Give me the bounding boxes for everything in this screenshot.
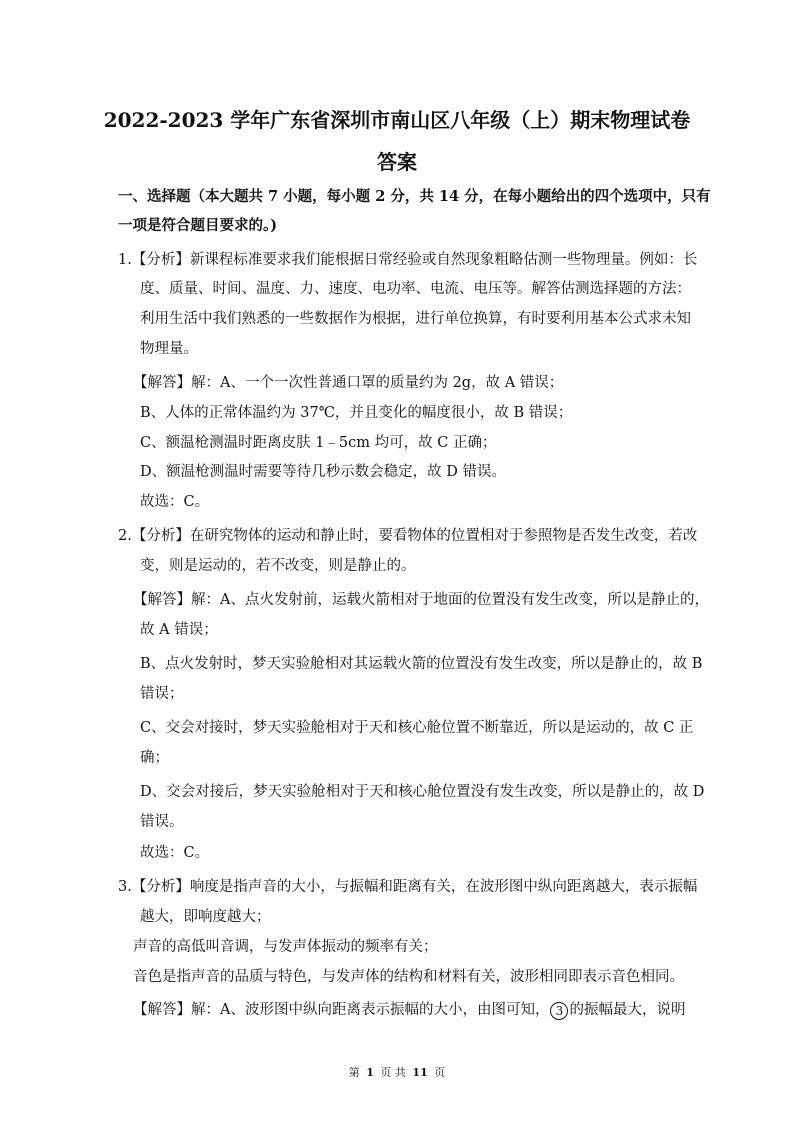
- document-title-line1: 2022-2023 学年广东省深圳市南山区八年级（上）期末物理试卷: [103, 108, 691, 132]
- q1-analysis-line2: 度、质量、时间、温度、力、速度、电功率、电流、电压等。解答估测选择题的方法：: [140, 281, 691, 297]
- section-heading-line2: 一项是符合题目要求的。): [118, 217, 278, 234]
- q3-analysis-line3: 声音的高低叫音调，与发声体振动的频率有关；: [133, 939, 438, 955]
- q1-analysis-line1: 1.【分析】新课程标准要求我们能根据日常经验或自然现象粗略估测一些物理量。例如：长: [118, 252, 698, 268]
- q1-answer-line1: 【解答】解：A、一个一次性普通口罩的质量约为 2g，故 A 错误；: [133, 375, 564, 391]
- footer-total-pages: 11: [412, 1066, 428, 1079]
- q2-answer-line6: 确；: [140, 750, 169, 766]
- q2-choice: 故选：C。: [140, 845, 210, 861]
- footer-page-number: 1: [366, 1066, 374, 1079]
- q3-analysis-line2: 越大，即响度越大；: [140, 909, 271, 925]
- q2-analysis-line1: 2.【分析】在研究物体的运动和静止时，要看物体的位置相对于参照物是否发生改变，若改: [118, 528, 698, 544]
- section-heading-line1: 一、选择题（本大题共 7 小题，每小题 2 分，共 14 分，在每小题给出的四个选项中，只有: [118, 188, 711, 205]
- q1-analysis-line4: 物理量。: [140, 341, 198, 357]
- q3-analysis-line4: 音色是指声音的品质与特色，与发声体的结构和材料有关，波形相同即表示音色相同。: [133, 969, 684, 985]
- q1-answer-line2: B、人体的正常体温约为 37℃，并且变化的幅度很小，故 B 错误；: [140, 405, 573, 421]
- q1-choice: 故选：C。: [140, 494, 210, 510]
- q1-answer-line4: D、额温枪测温时需要等待几秒示数会稳定，故 D 错误。: [140, 464, 506, 480]
- page-footer: [0, 1064, 794, 1080]
- footer-suffix: 页: [434, 1066, 446, 1079]
- document-title-line2: 答案: [377, 150, 417, 174]
- circled-number-three: 3: [550, 1002, 568, 1020]
- q3-analysis-line1: 3.【分析】响度是指声音的大小，与振幅和距离有关，在波形图中纵向距离越大，表示振幅: [118, 879, 698, 895]
- q2-answer-line5: C、交会对接时，梦天实验舱相对于天和核心舱位置不断靠近，所以是运动的，故 C 正: [140, 720, 694, 736]
- q3-answer-line1: [133, 1000, 685, 1020]
- q1-answer-line3: C、额温枪测温时距离皮肤 1﹣5cm 均可，故 C 正确；: [140, 435, 497, 451]
- q2-answer-line2: 故 A 错误；: [140, 622, 218, 638]
- q1-analysis-line3: 利用生活中我们熟悉的一些数据作为根据，进行单位换算，有时要利用基本公式求未知: [140, 311, 691, 327]
- q3-answer-line1-pre: 【解答】解：A、波形图中纵向距离表示振幅的大小，由图可知，: [133, 1002, 550, 1018]
- q2-answer-line7: D、交会对接后，梦天实验舱相对于天和核心舱位置没有发生改变，所以是静止的，故 D: [140, 784, 705, 800]
- q2-analysis-line2: 变，则是运动的，若不改变，则是静止的。: [140, 558, 416, 574]
- footer-middle: 页 共: [380, 1066, 406, 1079]
- q2-answer-line3: B、点火发射时，梦天实验舱相对其运载火箭的位置没有发生改变，所以是静止的，故 B: [140, 656, 703, 672]
- q2-answer-line8: 错误。: [140, 814, 184, 830]
- q2-answer-line4: 错误；: [140, 686, 184, 702]
- footer-prefix: 第: [348, 1066, 360, 1079]
- q3-answer-line1-post: 的振幅最大，说明: [569, 1002, 686, 1018]
- q2-answer-line1: 【解答】解：A、点火发射前，运载火箭相对于地面的位置没有发生改变，所以是静止的，: [133, 592, 709, 608]
